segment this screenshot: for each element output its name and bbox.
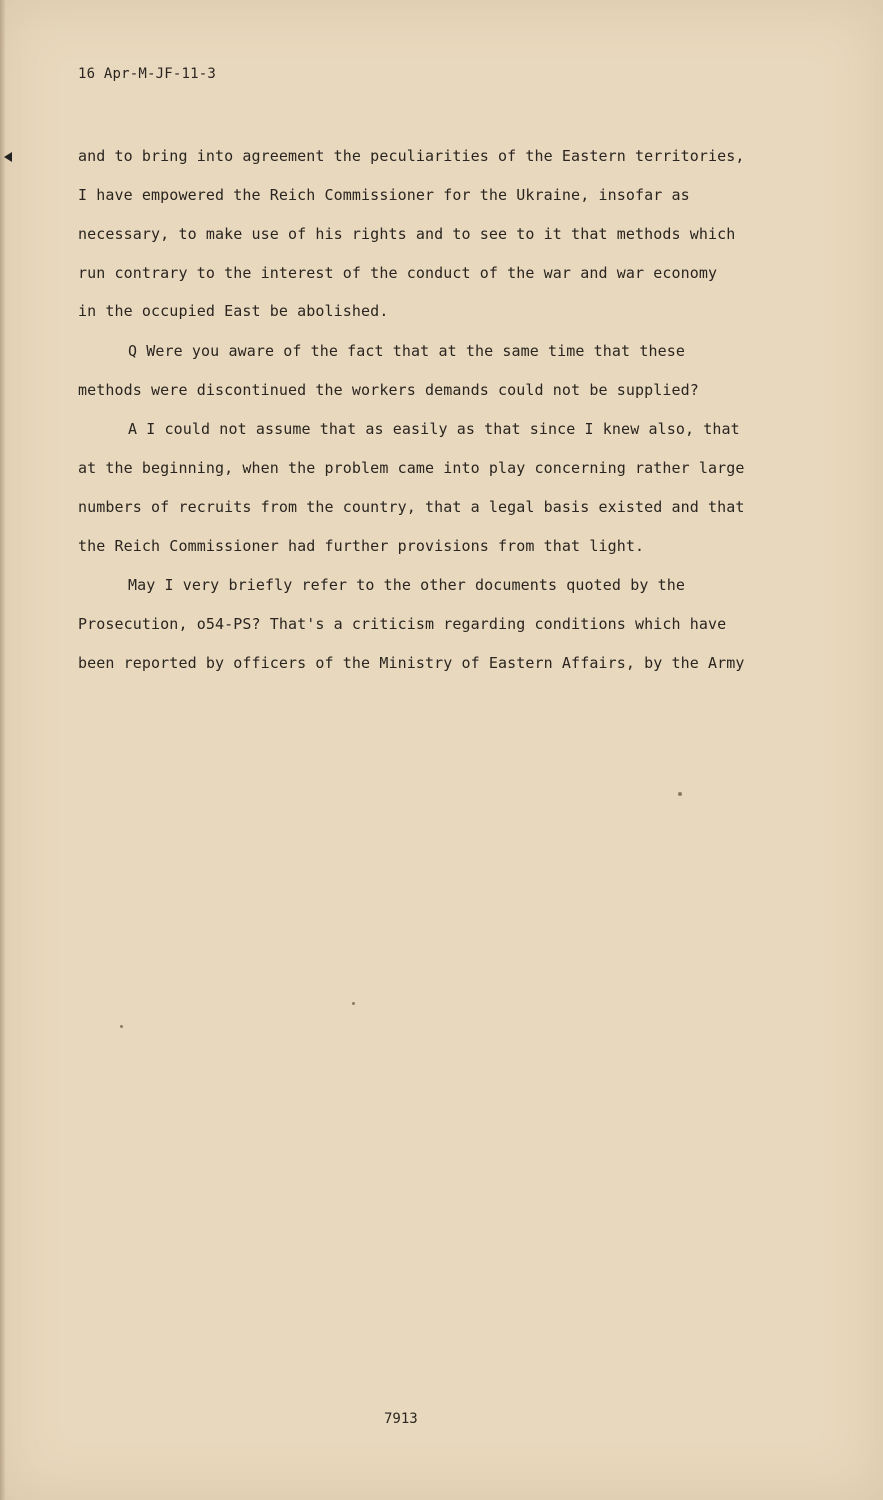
page-left-edge (0, 0, 6, 1500)
text-line-5: in the occupied East be abolished. (78, 302, 389, 320)
page-number: 7913 (384, 1411, 418, 1427)
answer-line-1: A I could not assume that as easily as that since I knew also, that (128, 420, 740, 438)
answer-line-3: numbers of recruits from the country, that a legal basis existed and that (78, 498, 745, 516)
answer-line-7: been reported by officers of the Ministry of Eastern Affairs, by the Army (78, 654, 745, 672)
paper-speck (678, 792, 682, 796)
text-line-1: and to bring into agreement the peculiarities of the Eastern territories, (78, 147, 745, 165)
answer-line-5: May I very briefly refer to the other documents quoted by the (128, 576, 685, 594)
answer-line-4: the Reich Commissioner had further provisions from that light. (78, 537, 645, 555)
document-reference: 16 Apr-M-JF-11-3 (78, 66, 217, 82)
text-line-4: run contrary to the interest of the conduct of the war and war economy (78, 264, 718, 282)
answer-line-6: Prosecution, o54-PS? That's a criticism regarding conditions which have (78, 615, 727, 633)
paper-speck (120, 1025, 123, 1028)
binder-hole-mark (4, 152, 12, 162)
paper-speck (352, 1002, 355, 1005)
question-line-1: Q Were you aware of the fact that at the same time that these (128, 342, 685, 360)
question-line-2: methods were discontinued the workers demands could not be supplied? (78, 381, 699, 399)
answer-line-2: at the beginning, when the problem came into play concerning rather large (78, 459, 745, 477)
text-line-2: I have empowered the Reich Commissioner for the Ukraine, insofar as (78, 186, 690, 204)
text-line-3: necessary, to make use of his rights and to see to it that methods which (78, 225, 736, 243)
